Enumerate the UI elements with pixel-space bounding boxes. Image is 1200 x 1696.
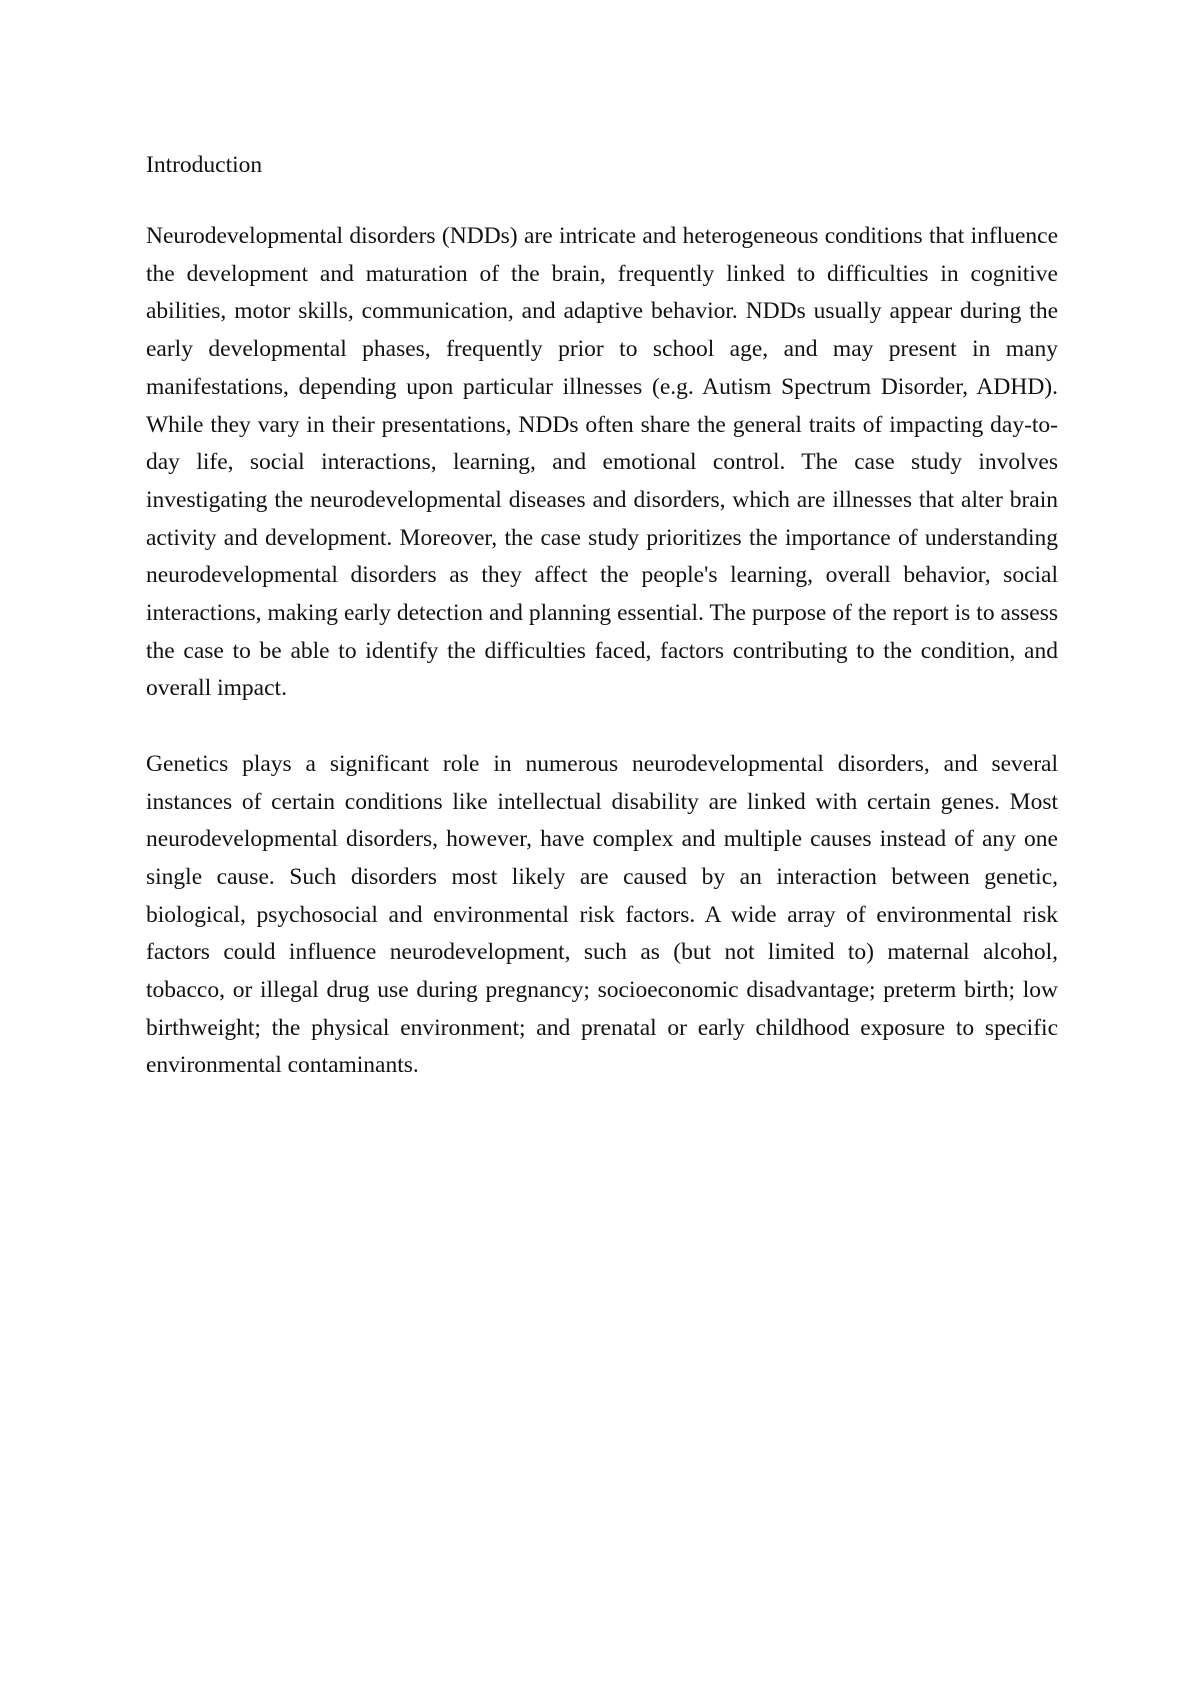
section-heading: Introduction xyxy=(146,152,263,178)
paragraph-introduction: Neurodevelopmental disorders (NDDs) are intricate and heterogeneous conditions that influence the development and maturation of the brain, frequently linked to difficulties in cognitive abilities, motor skills, communication, and adaptive behavior. NDDs usually appear during the early developmental phases, frequently prior to school age, and may present in many manifestations, depending upon particular illnesses (e.g. Autism Spectrum Disorder, ADHD). While they vary in their presentations, NDDs often share the general traits of impacting day-to-day life, social interactions, learning, and emotional control. The case study involves investigating the neurodevelopmental diseases and disorders, which are illnesses that alter brain activity and development. Moreover, the case study prioritizes the importance of understanding neurodevelopmental disorders as they affect the people's learning, overall behavior, social interactions, making early detection and planning essential. The purpose of the report is to assess the case to be able to identify the difficulties faced, factors contributing to the condition, and overall impact. xyxy=(146,223,1058,702)
document-body xyxy=(146,146,1058,1085)
paragraph-genetics: Genetics plays a significant role in numerous neurodevelopmental disorders, and several instances of certain conditions like intellectual disability are linked with certain genes. Most neurodevelopmental disorders, however, have complex and multiple causes instead of any one single cause. Such disorders most likely are caused by an interaction between genetic, biological, psychosocial and environmental risk factors. A wide array of environmental risk factors could influence neurodevelopment, such as (but not limited to) maternal alcohol, tobacco, or illegal drug use during pregnancy; socioeconomic disadvantage; preterm birth; low birthweight; the physical environment; and prenatal or early childhood exposure to specific environmental contaminants. xyxy=(146,750,1058,1079)
